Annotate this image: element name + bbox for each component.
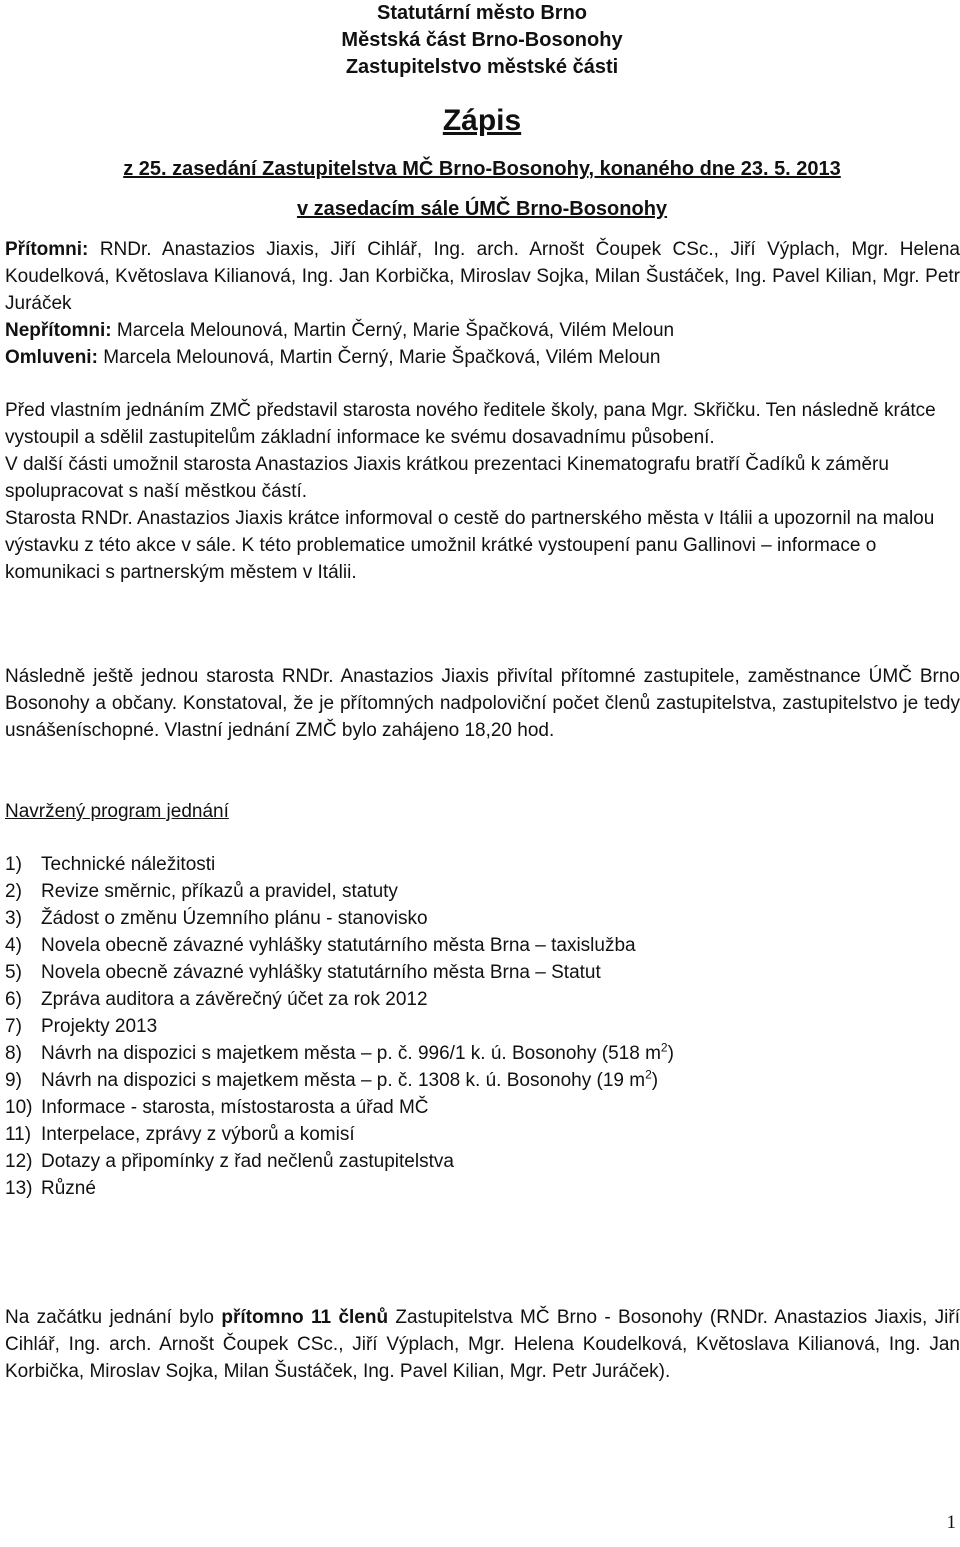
program-item-number: 8) [5,1043,22,1064]
present-list: RNDr. Anastazios Jiaxis, Jiří Cihlář, Ing. arch. Arnošt Čoupek CSc., Jiří Výplach, Mgr. Helena Koudelková, Květoslava Kilianová, Ing. Jan Korbička, Miroslav Sojka, Milan Šustáček, Ing. Pavel Kilian, Mgr. Petr Juráček [5,239,960,314]
program-item [5,1067,960,1094]
program-item [5,1121,960,1148]
program-item-text [41,1121,355,1148]
session-subtitle: z 25. zasedání Zastupitelstva MČ Brno-Bosonohy, konaného dne 23. 5. 2013 [123,158,841,180]
program-item-number: 9) [5,1070,22,1091]
program-heading: Navržený program jednání [5,801,229,822]
program-item-label: Revize směrnic, příkazů a pravidel, statuty [41,881,398,902]
program-item [5,986,960,1013]
program-item-text [41,1175,96,1202]
program-item-text [41,878,398,905]
program-item-label: Technické náležitosti [41,854,216,875]
document-header [0,0,960,81]
intro-paragraph-3: Starosta RNDr. Anastazios Jiaxis krátce informoval o cestě do partnerského města v Itálii a upozornil na malou výstavku z této akce v sále. K této problematice umožnil krátké vystoupení panu Gallinovi – informace o komunikaci s partnerským městem v Itálii. [5,508,935,583]
intro-section [5,397,960,586]
program-item-label: Informace - starosta, místostarosta a úřad MČ [41,1097,429,1118]
intro-paragraph-2: V další části umožnil starosta Anastazios Jiaxis krátkou prezentaci Kinematografu bratří Čadíků k záměru spolupracovat s naší městkou částí. [5,454,889,502]
program-item [5,1094,960,1121]
program-item-number: 1) [5,854,22,875]
program-item [5,932,960,959]
closing-paragraph [5,1304,960,1385]
program-item-text [41,1148,454,1175]
program-item-number: 3) [5,908,22,929]
program-item-number: 12) [5,1151,33,1172]
program-item [5,851,960,878]
attendance-present [5,236,960,317]
program-item [5,878,960,905]
program-item [5,1013,960,1040]
opening-paragraph: Následně ještě jednou starosta RNDr. Anastazios Jiaxis přivítal přítomné zastupitele, zaměstnance ÚMČ Brno Bosonohy a občany. Konstatoval, že je přítomných nadpoloviční počet členů zastupitelstva, zastupitelstvo je tedy usnášeníschopné. Vlastní jednání ZMČ bylo zahájeno 18,20 hod. [5,666,960,741]
program-item-number: 7) [5,1016,22,1037]
program-item-number: 4) [5,935,22,956]
program-item-label: Interpelace, zprávy z výborů a komisí [41,1124,355,1145]
program-item-text [41,1094,429,1121]
header-city: Statutární město Brno [376,2,588,24]
program-item-label: Novela obecně závazné vyhlášky statutárního města Brna – taxislužba [41,935,636,956]
absent-list: Marcela Melounová, Martin Černý, Marie Špačková, Vilém Meloun [116,320,675,341]
program-item [5,1175,960,1202]
attendance-absent [5,317,960,344]
program-item-label: Návrh na dispozici s majetkem města – p. č. 996/1 k. ú. Bosonohy (518 m [41,1043,661,1064]
intro-paragraph-1: Před vlastním jednáním ZMČ představil starosta nového ředitele školy, pana Mgr. Skřičku. Ten následně krátce vystoupil a sdělil zastupitelům základní informace ke svému dosavadnímu působení. [5,400,936,448]
program-item-text [41,986,428,1013]
program-item-suffix: ) [651,1070,659,1091]
program-item-number: 2) [5,881,22,902]
header-district: Městská část Brno-Bosonohy [341,29,623,51]
program-item-text [41,1067,658,1094]
program-item-label: Novela obecně závazné vyhlášky statutárního města Brna – Statut [41,962,601,983]
program-item-number: 13) [5,1178,33,1199]
program-item-text [41,932,636,959]
program-item-number: 11) [5,1124,32,1145]
page-number: 1 [946,1512,956,1533]
document-title: Zápis [442,104,522,137]
program-item [5,959,960,986]
closing-text-end: Zastupitelstva MČ Brno - Bosonohy (RNDr. Anastazios Jiaxis, Jiří Cihlář, Ing. arch. Arnošt Čoupek CSc., Jiří Výplach, Mgr. Helena Koudelková, Květoslava Kilianová, Ing. Jan Korbička, Miroslav Sojka, Milan Šustáček, Ing. Pavel Kilian, Mgr. Petr Juráček). [5,1307,960,1382]
header-council: Zastupitelstvo městské části [345,56,619,78]
program-item-number: 5) [5,962,22,983]
program-item-label: Návrh na dispozici s majetkem města – p. č. 1308 k. ú. Bosonohy (19 m [41,1070,646,1091]
program-item-label: Dotazy a připomínky z řad nečlenů zastupitelstva [41,1151,454,1172]
program-item-label: Žádost o změnu Územního plánu - stanovisko [41,908,428,929]
attendance-excused [5,344,960,371]
program-item [5,1148,960,1175]
superscript: 2 [660,1040,668,1055]
program-item-text [41,959,601,986]
program-item [5,905,960,932]
excused-label: Omluveni: [5,347,98,368]
program-item-text [41,1013,157,1040]
program-item-label: Projekty 2013 [41,1016,158,1037]
program-item-label: Zpráva auditora a závěrečný účet za rok 2012 [41,989,428,1010]
program-item-number: 10) [5,1097,33,1118]
present-label: Přítomni: [5,239,89,260]
program-item [5,1040,960,1067]
excused-list: Marcela Melounová, Martin Černý, Marie Špačková, Vilém Meloun [103,347,661,368]
program-item-text [41,1040,674,1067]
program-item-text [41,905,428,932]
session-venue: v zasedacím sále ÚMČ Brno-Bosonohy [296,198,668,220]
closing-present-count: přítomno 11 členů [221,1307,389,1328]
program-item-suffix: ) [667,1043,674,1064]
program-item-label: Různé [41,1178,96,1199]
program-item-number: 6) [5,989,22,1010]
closing-text-start: Na začátku jednání bylo [5,1307,222,1328]
absent-label: Nepřítomni: [5,320,112,341]
superscript: 2 [645,1067,652,1082]
program-list-container [5,851,960,1202]
program-item-text [41,851,215,878]
program-list [5,851,960,1202]
